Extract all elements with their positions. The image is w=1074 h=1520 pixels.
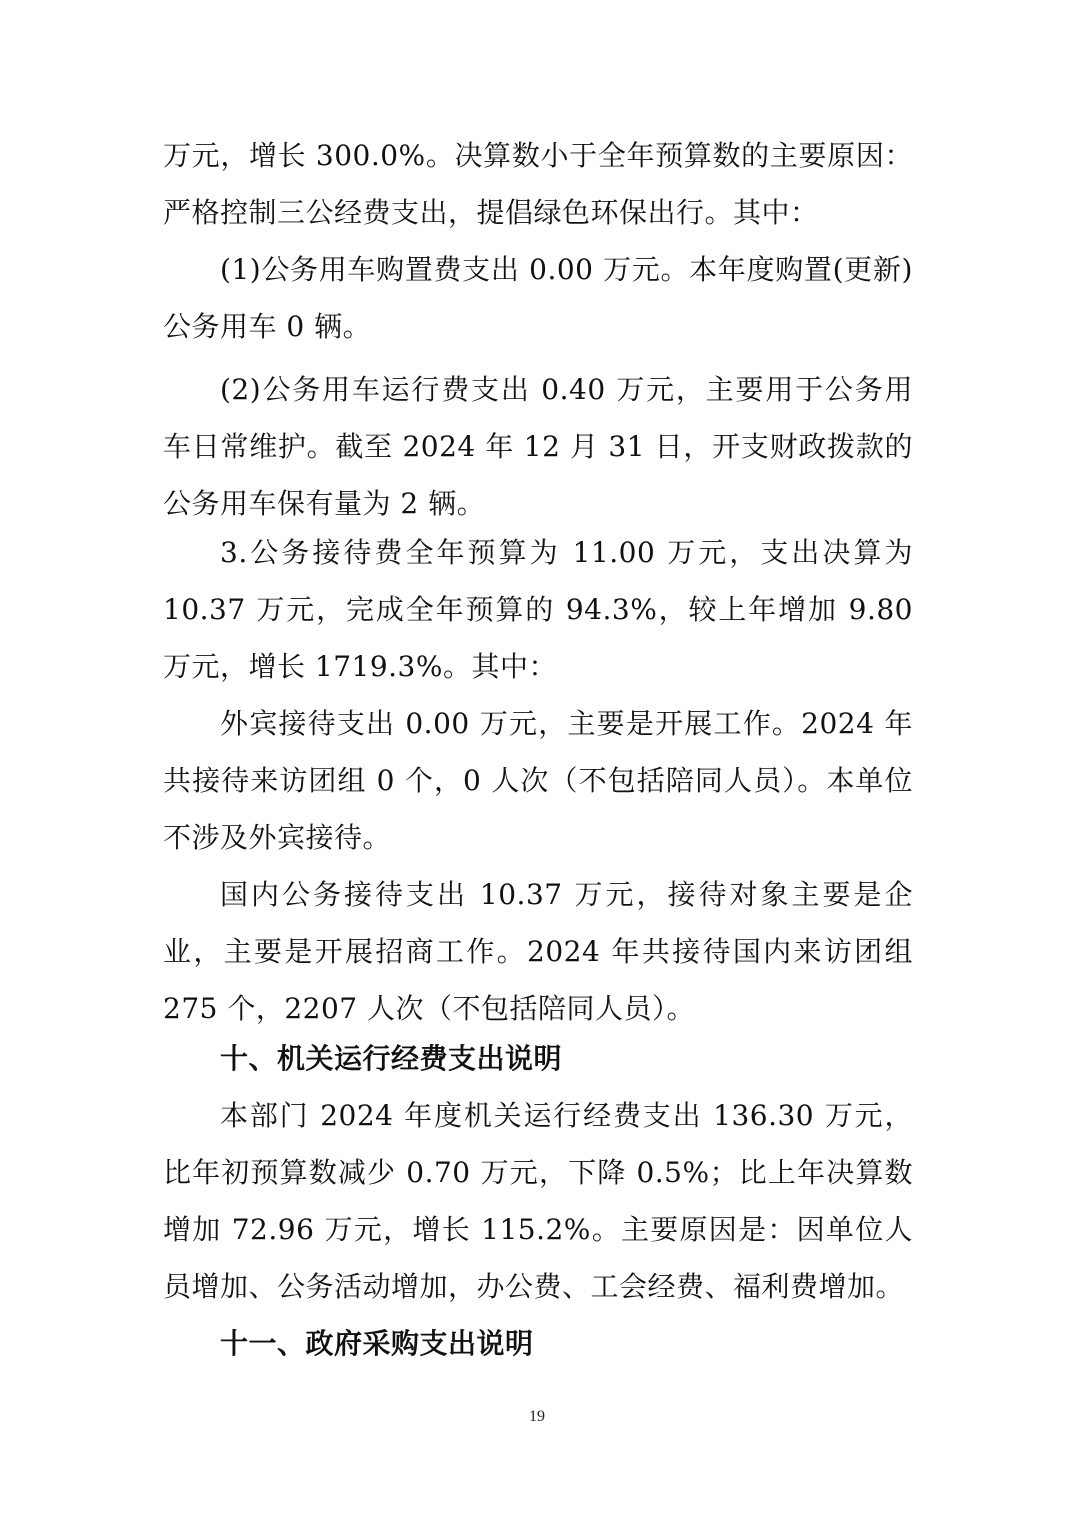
paragraph-operating-expenses: 本部门 2024 年度机关运行经费支出 136.30 万元，比年初预算数减少 0.70 万元，下降 0.5%；比上年决算数增加 72.96 万元，增长 115.2%。主要原因是：因单位人员增加、公务活动增加，办公费、工会经费、福利费增加。 [163, 1099, 913, 1303]
paragraph-foreign-reception: 外宾接待支出 0.00 万元，主要是开展工作。2024 年共接待来访团组 0 个，0 人次（不包括陪同人员）。本单位不涉及外宾接待。 [163, 707, 913, 854]
text-block-1 [163, 127, 913, 532]
paragraph-3-continuation: 万元，增长 300.0%。决算数小于全年预算数的主要原因：严格控制三公经费支出，提倡绿色环保出行。其中： [163, 139, 913, 229]
text-block-3 [163, 1030, 913, 1372]
paragraph-reception-fee: 3.公务接待费全年预算为 11.00 万元，支出决算为 10.37 万元，完成全年预算的 94.3%，较上年增加 9.80 万元，增长 1719.3%。其中： [163, 536, 913, 683]
paragraph-vehicle-purchase: (1)公务用车购置费支出 0.00 万元。本年度购置(更新)公务用车 0 辆。 [163, 253, 913, 343]
paragraph-domestic-reception: 国内公务接待支出 10.37 万元，接待对象主要是企业，主要是开展招商工作。2024 年共接待国内来访团组 275 个，2207 人次（不包括陪同人员）。 [163, 878, 913, 1025]
text-block-2 [163, 524, 913, 1037]
page-number: 19 [529, 1408, 545, 1425]
paragraph-vehicle-operation: (2)公务用车运行费支出 0.40 万元，主要用于公务用车日常维护。截至 2024 年 12 月 31 日，开支财政拨款的公务用车保有量为 2 辆。 [163, 373, 913, 520]
section-heading-11: 十一、政府采购支出说明 [220, 1327, 534, 1360]
section-heading-10: 十、机关运行经费支出说明 [220, 1042, 563, 1075]
